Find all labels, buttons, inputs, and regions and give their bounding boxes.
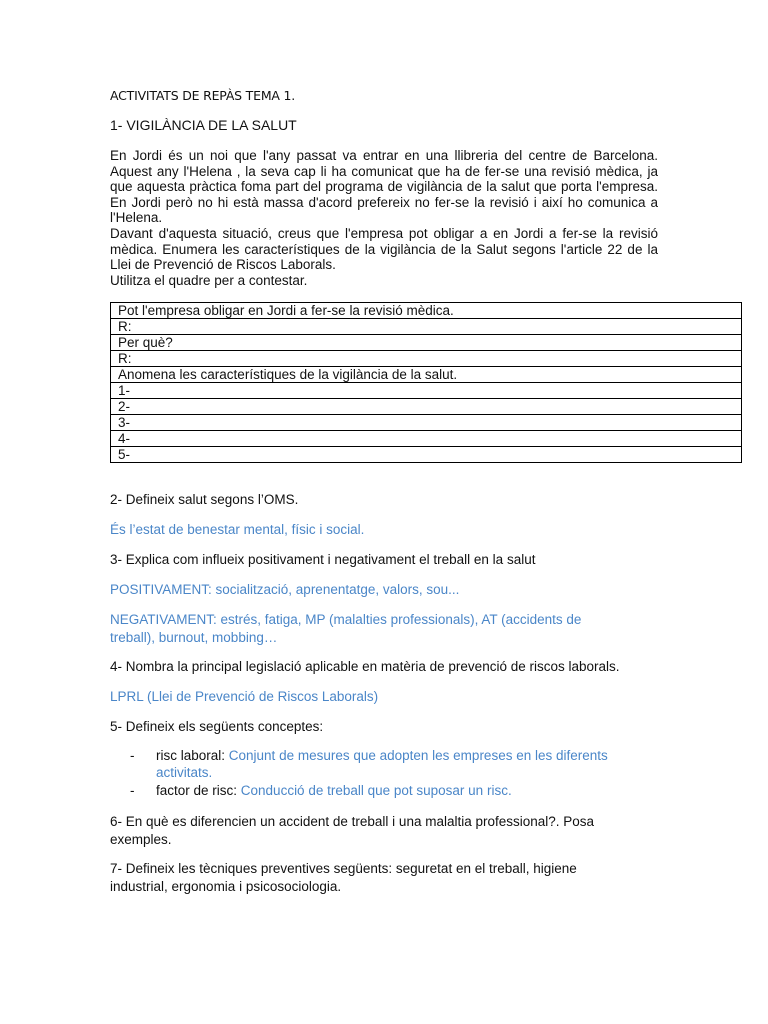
list-item (130, 782, 650, 799)
question-6: 6- En què es diferencien un accident de treball i una malaltia professional?. Posa (110, 814, 595, 829)
question-5: 5- Defineix els següents conceptes: (110, 719, 324, 734)
answer-table (110, 302, 742, 463)
concepts-list (130, 747, 650, 800)
statement-paragraph: Davant d'aquesta situació, creus que l'empresa pot obligar a en Jordi a fer-se la revisió mèdica. Enumera les característiques de la vigilància de la Salut segons l'article 22 de la Llei de Prevenció de Riscos Laborals. (110, 225, 658, 273)
concept-definition: Conducció de treball que pot suposar un risc. (240, 783, 512, 798)
concept-definition: Conjunt de mesures que adopten les empreses en les diferents activitats. (156, 748, 608, 780)
table-row (111, 399, 742, 415)
concept-term: risc laboral: (156, 748, 229, 763)
answer-3-positive: POSITIVAMENT: socialització, aprenentatge, valors, sou... (110, 582, 460, 597)
table-row (111, 383, 742, 399)
table-row (111, 351, 742, 367)
table-cell: 3- (111, 415, 742, 431)
table-row (111, 367, 742, 383)
answer-3-negative: NEGATIVAMENT: estrés, fatiga, MP (malalties professionals), AT (accidents de (110, 612, 582, 627)
question-3: 3- Explica com influeix positivament i negativament el treball en la salut (110, 552, 536, 567)
statement-paragraph: Utilitza el quadre per a contestar. (110, 272, 308, 288)
answer-2: És l’estat de benestar mental, físic i social. (110, 522, 365, 537)
table-cell: R: (111, 319, 742, 335)
question-6-cont: exemples. (110, 832, 172, 847)
answer-3-negative-cont: treball), burnout, mobbing… (110, 630, 278, 645)
table-row (111, 415, 742, 431)
list-item (130, 747, 650, 781)
table-cell: Per què? (111, 335, 742, 351)
question-7-cont: industrial, ergonomia i psicosociologia. (110, 879, 342, 894)
concept-term: factor de risc: (156, 783, 241, 798)
table-row (111, 335, 742, 351)
answer-4: LPRL (Llei de Prevenció de Riscos Laborals) (110, 689, 379, 704)
bullet-dash: - (130, 783, 135, 798)
table-cell: 4- (111, 431, 742, 447)
table-row (111, 447, 742, 463)
table-row (111, 319, 742, 335)
question-7: 7- Defineix les tècniques preventives següents: seguretat en el treball, higiene (110, 861, 577, 876)
section-1-title: 1- VIGILÀNCIA DE LA SALUT (110, 117, 297, 133)
statement-paragraph: En Jordi és un noi que l'any passat va entrar en una llibreria del centre de Barcelona. Aquest any l'Helena , la seva cap li ha comunicat que ha de fer-se una revisió mèdica, ja que aquesta pràctica foma part del programa de vigilància de la salut que porta l'empresa. En Jordi però no hi està massa d'acord prefereix no fer-se la revisió i així ho comunica a l'Helena. (110, 148, 658, 226)
table-cell: 5- (111, 447, 742, 463)
document-title: ACTIVITATS DE REPÀS TEMA 1. (110, 88, 296, 103)
bullet-dash: - (130, 748, 135, 763)
table-cell: 2- (111, 399, 742, 415)
table-cell: Pot l'empresa obligar en Jordi a fer-se la revisió mèdica. (111, 303, 742, 319)
question-4: 4- Nombra la principal legislació aplicable en matèria de prevenció de riscos laborals. (110, 659, 620, 674)
table-cell: 1- (111, 383, 742, 399)
table-cell: Anomena les característiques de la vigilància de la salut. (111, 367, 742, 383)
table-cell: R: (111, 351, 742, 367)
question-2: 2- Defineix salut segons l’OMS. (110, 492, 299, 507)
section-1-statement (110, 148, 658, 288)
table-row (111, 303, 742, 319)
table-row (111, 431, 742, 447)
